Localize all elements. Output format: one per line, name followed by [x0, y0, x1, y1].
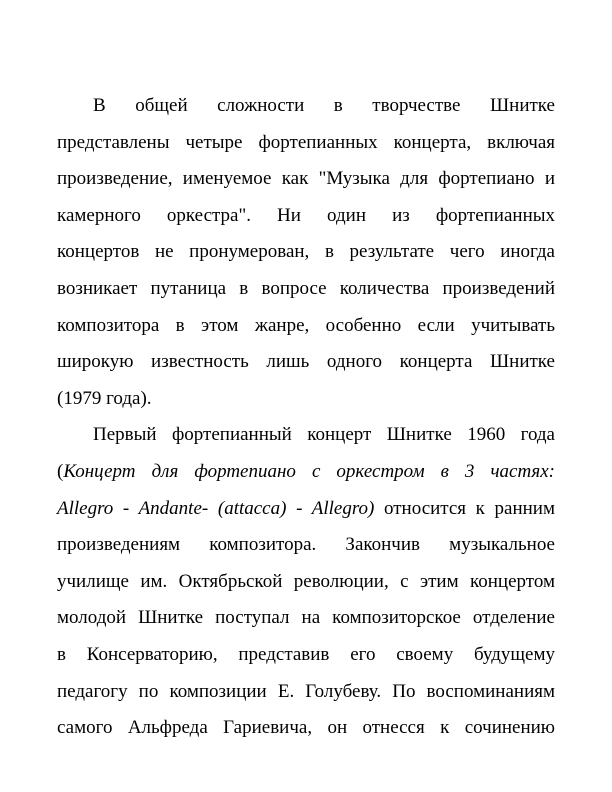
paragraph-1-line-6: возникает путаница в вопросе количества произведений	[57, 277, 555, 299]
paragraph-2-line-6: молодой Шнитке поступал на композиторское отделение	[57, 607, 555, 629]
paragraph-2-line-3-rest: относится к ранним	[374, 497, 555, 519]
paragraph-1-line-9: (1979 года).	[57, 387, 152, 409]
document-body	[57, 88, 555, 747]
paragraph-2-line-1: Первый фортепианный концерт Шнитке 1960 года	[93, 424, 555, 446]
paragraph-2-line-5: училище им. Октябрьской революции, с этим концертом	[57, 570, 555, 592]
paragraph-2	[57, 417, 555, 746]
paragraph-2-line-3	[57, 491, 555, 528]
paragraph-1-line-4: камерного оркестра". Ни один из фортепианных	[57, 204, 555, 226]
paragraph-1-line-1: В общей сложности в творчестве Шнитке	[93, 95, 555, 116]
paragraph-1-line-7: композитора в этом жанре, особенно если учитывать	[57, 314, 555, 336]
paragraph-2-line-8: педагогу по композиции Е. Голубеву. По воспоминаниям	[57, 680, 555, 702]
paragraph-1-line-3: произведение, именуемое как "Музыка для фортепиано и	[57, 168, 555, 190]
paragraph-2-line-7: в Консерваторию, представив его своему будущему	[57, 643, 555, 665]
paragraph-2-line-2	[57, 454, 555, 491]
paragraph-1-line-5: концертов не пронумерован, в результате чего иногда	[57, 241, 555, 263]
paragraph-2-line-4: произведениям композитора. Закончив музыкальное	[57, 534, 555, 556]
concerto-title-part-1: Концерт для фортепиано с оркестром в 3 частях:	[63, 460, 555, 482]
concerto-title-part-2: Allegro - Andante- (attacca) - Allegro)	[57, 497, 375, 519]
paragraph-2-line-9: самого Альфреда Гариевича, он отнесся к сочинению	[57, 717, 555, 739]
paragraph-1	[57, 88, 555, 417]
paragraph-1-line-8: широкую известность лишь одного концерта Шнитке	[57, 351, 555, 373]
paragraph-1-line-2: представлены четыре фортепианных концерта, включая	[57, 131, 555, 153]
paragraph-2-open-paren: (	[57, 460, 64, 482]
